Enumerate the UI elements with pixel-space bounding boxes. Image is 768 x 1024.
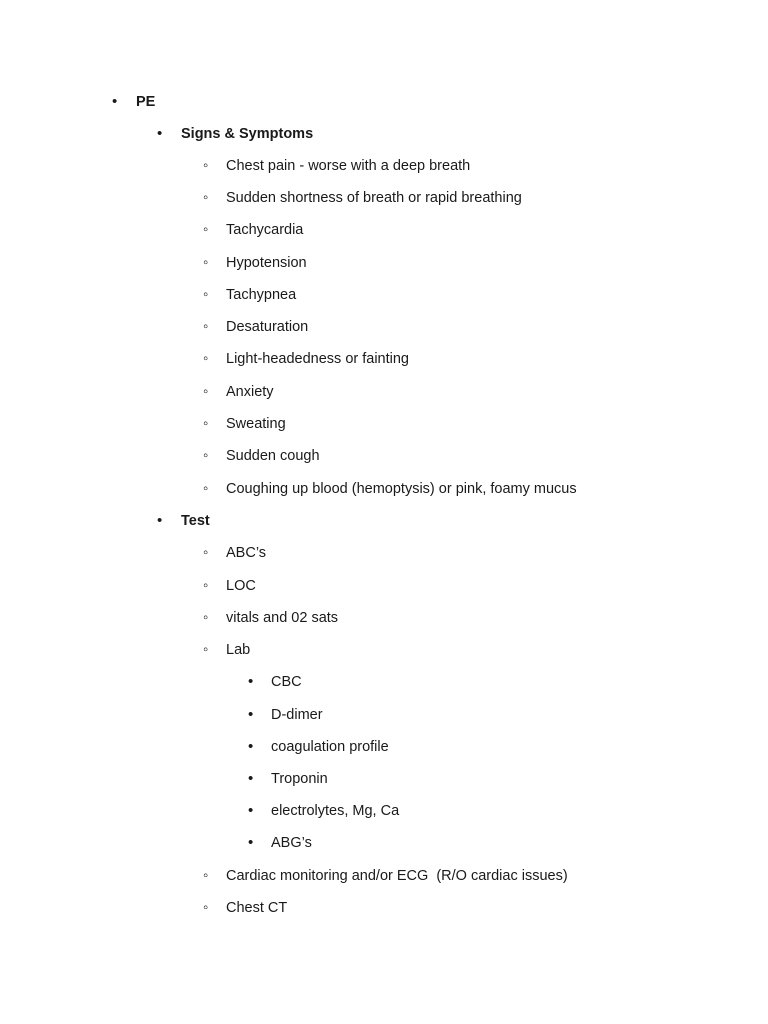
disc-bullet-icon (248, 769, 253, 789)
list-item-text: Hypotension (226, 255, 307, 271)
list-item-text: Anxiety (226, 384, 274, 400)
outline-text: PE (136, 94, 156, 110)
list-item-text: Troponin (271, 771, 328, 787)
list-item-text: Sudden shortness of breath or rapid breathing (226, 190, 522, 206)
circle-bullet-icon (203, 608, 208, 628)
circle-bullet-icon (203, 479, 208, 499)
circle-bullet-icon (203, 253, 208, 273)
disc-bullet-icon (112, 92, 117, 112)
outline-heading: Test (181, 513, 210, 529)
list-item-text: Lab (226, 642, 251, 658)
list-item-text: D-dimer (271, 707, 323, 723)
list-item-text: Desaturation (226, 319, 309, 335)
circle-bullet-icon (203, 898, 208, 918)
circle-bullet-icon (203, 414, 208, 434)
circle-bullet-icon (203, 446, 208, 466)
disc-bullet-icon (248, 672, 253, 692)
list-item-text: ABC’s (226, 545, 267, 561)
list-item-text: Tachycardia (226, 222, 304, 238)
circle-bullet-icon (203, 382, 208, 402)
outline-heading: Signs & Symptoms (181, 126, 314, 142)
list-item-text: vitals and 02 sats (226, 610, 339, 626)
circle-bullet-icon (203, 285, 208, 305)
list-item-text: Coughing up blood (hemoptysis) or pink, foamy mucus (226, 481, 577, 497)
circle-bullet-icon (203, 866, 208, 886)
list-item-text: Sudden cough (226, 448, 320, 464)
disc-bullet-icon (248, 705, 253, 725)
list-item-text: ABG’s (271, 835, 312, 851)
list-item-text: LOC (226, 578, 256, 594)
disc-bullet-icon (157, 511, 162, 531)
circle-bullet-icon (203, 349, 208, 369)
list-item-text: Cardiac monitoring and/or ECG (R/O cardiac issues) (226, 868, 568, 884)
list-item-text: Light-headedness or fainting (226, 351, 409, 367)
list-item-text: Tachypnea (226, 287, 297, 303)
list-item-text: electrolytes, Mg, Ca (271, 803, 400, 819)
disc-bullet-icon (157, 124, 162, 144)
list-item-text: Chest CT (226, 900, 288, 916)
circle-bullet-icon (203, 576, 208, 596)
disc-bullet-icon (248, 737, 253, 757)
list-item-text: Sweating (226, 416, 286, 432)
disc-bullet-icon (248, 801, 253, 821)
circle-bullet-icon (203, 220, 208, 240)
list-item-text: CBC (271, 674, 302, 690)
circle-bullet-icon (203, 317, 208, 337)
circle-bullet-icon (203, 188, 208, 208)
list-item-text: coagulation profile (271, 739, 389, 755)
disc-bullet-icon (248, 833, 253, 853)
circle-bullet-icon (203, 543, 208, 563)
circle-bullet-icon (203, 156, 208, 176)
circle-bullet-icon (203, 640, 208, 660)
list-item-text: Chest pain - worse with a deep breath (226, 158, 471, 174)
